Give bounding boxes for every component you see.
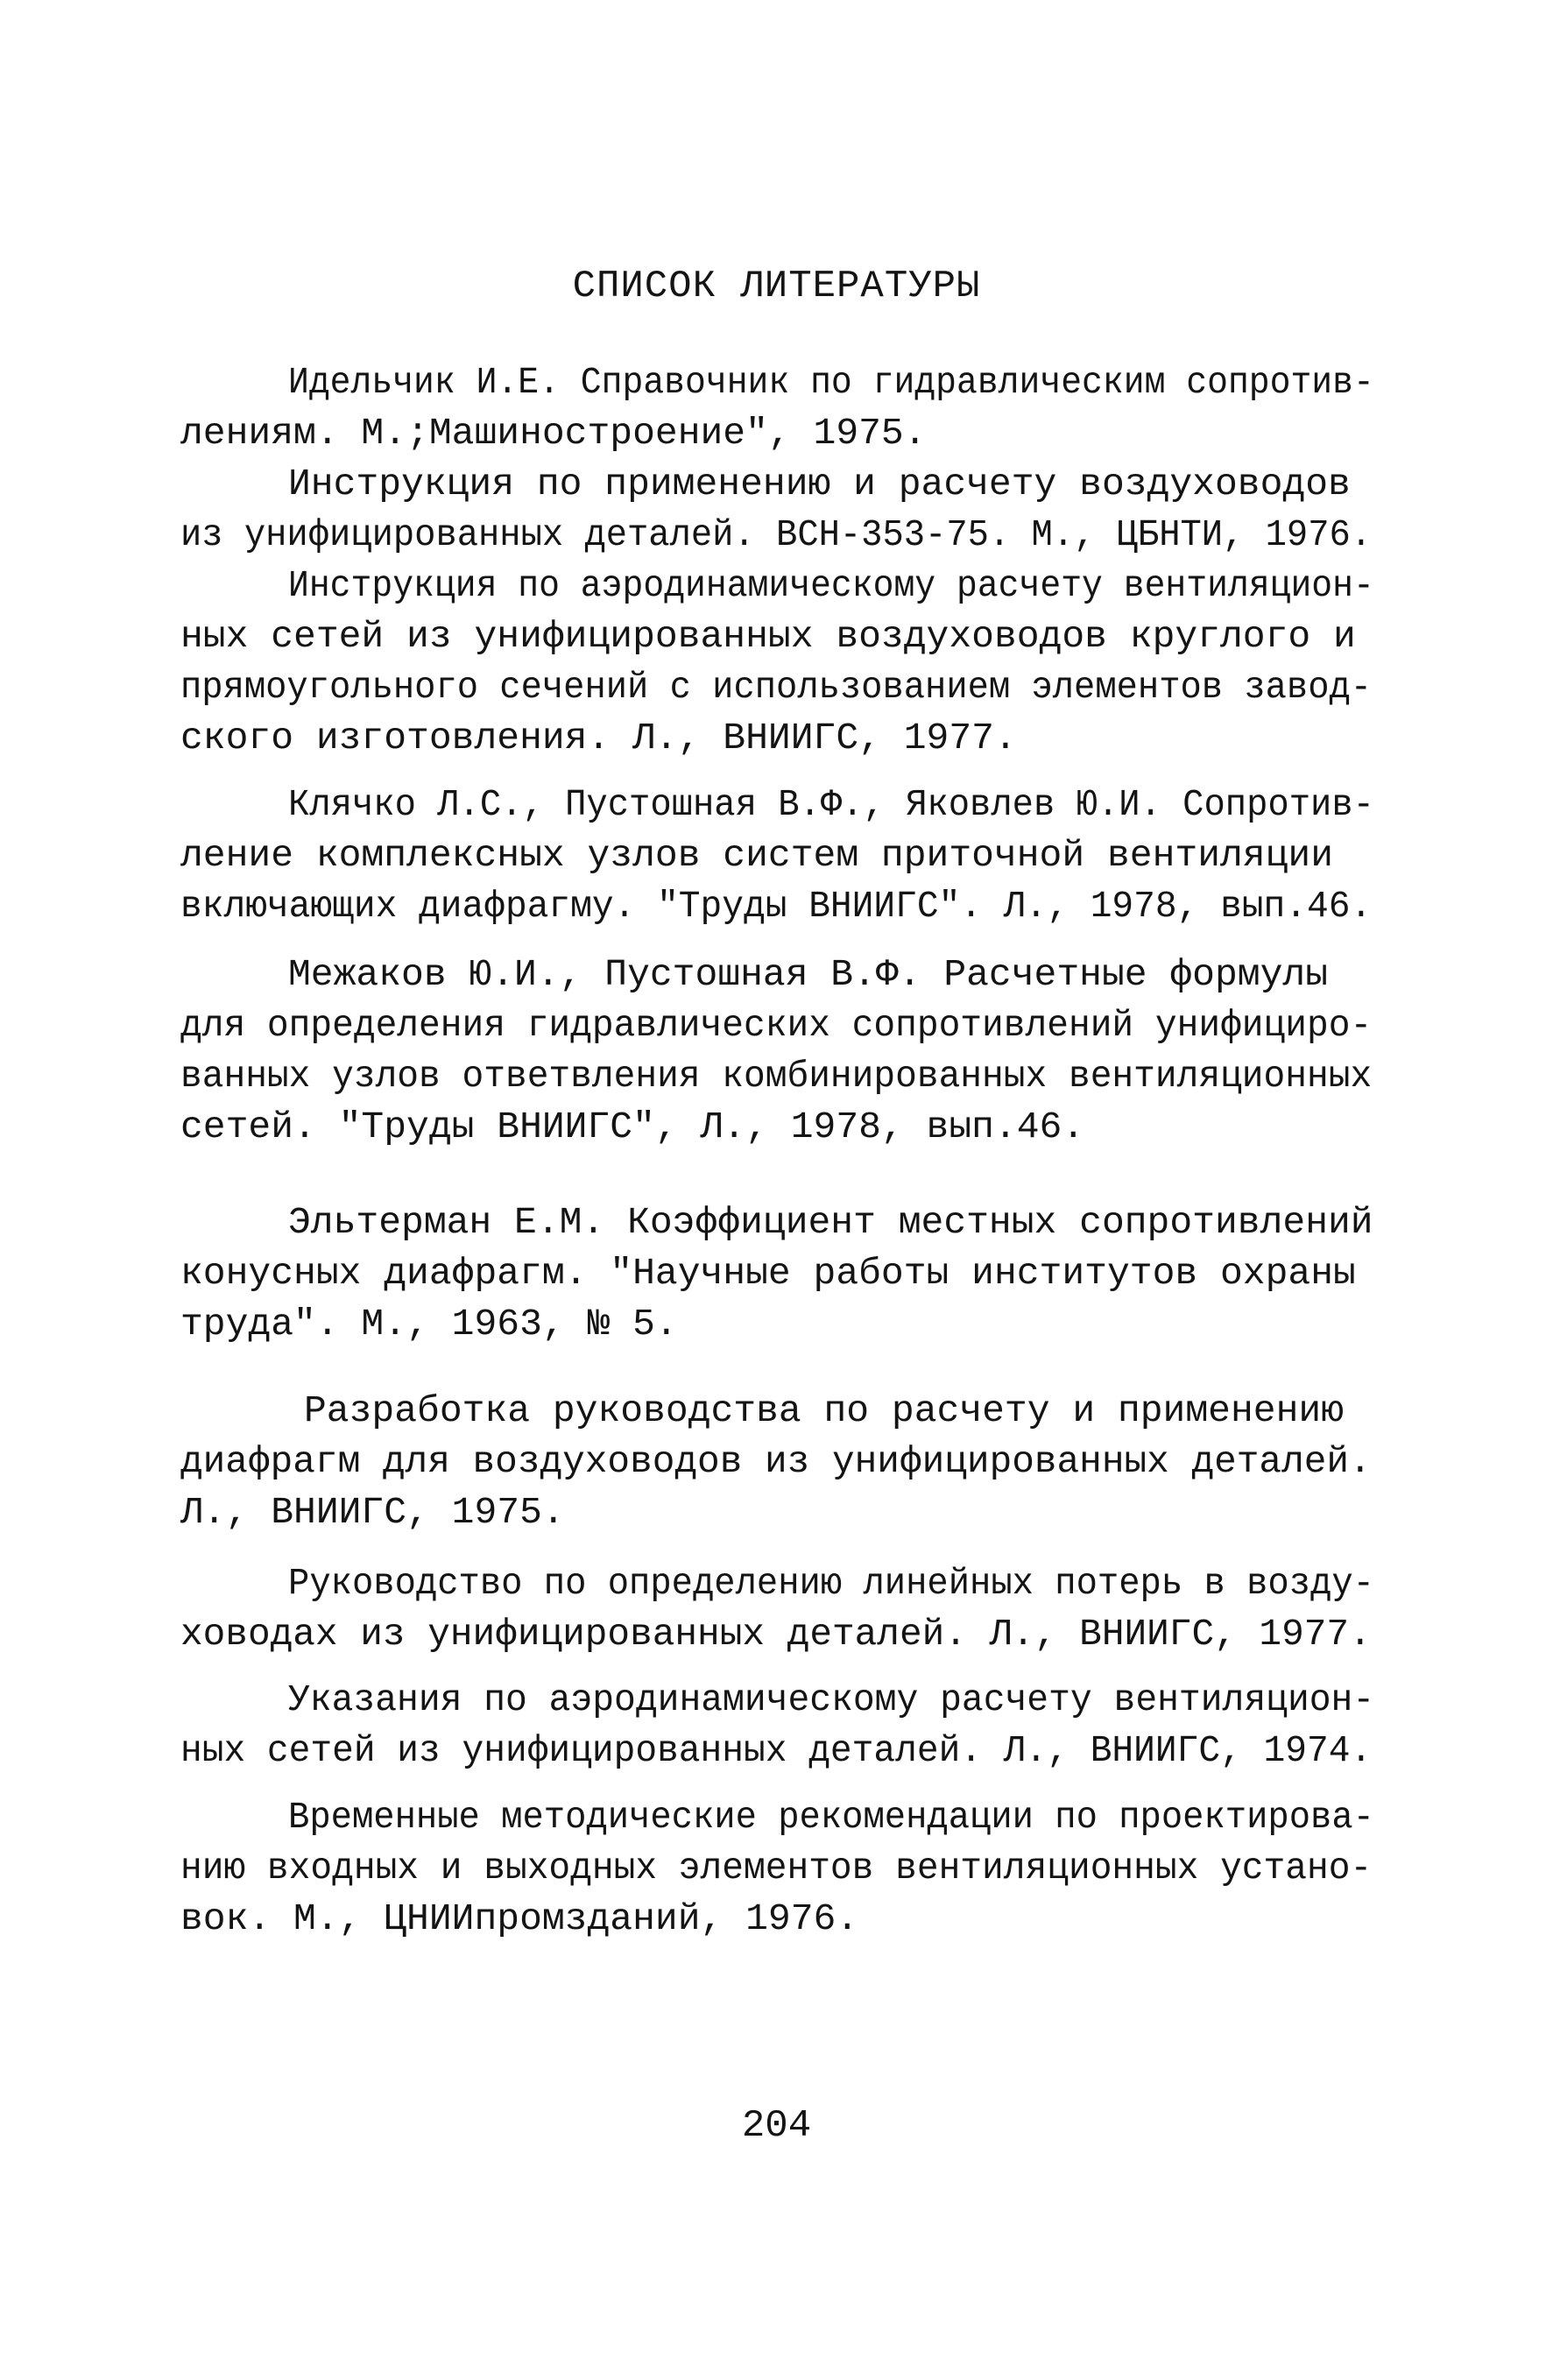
reference-line: Эльтерман Е.М. Коэффициент местных сопротивлений [288,1201,1373,1244]
reference-line: ского изготовления. Л., ВНИИГС, 1977. [180,717,1017,759]
reference-line: Указания по аэродинамическому расчету вентиляцион- [288,1678,1375,1721]
reference-line: включающих диафрагму. "Труды ВНИИГС". Л., 1978, вып.46. [180,885,1373,928]
reference-line: для определения гидравлических сопротивлений унифициро- [180,1004,1373,1047]
reference-line: Временные методические рекомендации по проектирова- [288,1796,1374,1839]
reference-line: Инструкция по аэродинамическому расчету вентиляцион- [288,564,1374,607]
reference-line: Разработка руководства по расчету и применению [304,1389,1344,1432]
reference-line: Инструкция по применению и расчету воздуховодов [288,463,1351,505]
reference-line: ховодах из унифицированных деталей. Л., ВНИИГС, 1977. [180,1613,1372,1656]
reference-line: ных сетей из унифицированных воздуховодов круглого и [180,615,1356,658]
reference-line: из унифицированных деталей. ВСН-353-75. М., ЦБНТИ, 1976. [180,513,1373,556]
page-number: 204 [741,2104,812,2148]
reference-line: Идельчик И.Е. Справочник по гидравлическим сопротив- [288,361,1374,404]
reference-line: нию входных и выходных элементов вентиляционных устано- [180,1847,1373,1889]
reference-line: вок. М., ЦНИИпромзданий, 1976. [180,1897,859,1940]
reference-line: Клячко Л.С., Пустошная В.Ф., Яковлев Ю.И. Сопротив- [288,783,1374,826]
reference-line: прямоугольного сечений с использованием элементов завод- [180,666,1373,709]
reference-line: лениям. М.;Машиностроение", 1975. [180,412,927,455]
reference-line: Руководство по определению линейных потерь в возду- [288,1562,1374,1605]
reference-line: конусных диафрагм. "Научные работы институтов охраны [180,1252,1356,1295]
reference-line: труда". М., 1963, № 5. [180,1303,678,1345]
reference-line: Межаков Ю.И., Пустошная В.Ф. Расчетные формулы [288,953,1328,996]
reference-line: ванных узлов ответвления комбинированных вентиляционных [180,1055,1373,1098]
reference-line: ление комплексных узлов систем приточной вентиляции [180,834,1334,877]
reference-line: диафрагм для воздуховодов из унифицированных деталей. [180,1440,1372,1483]
reference-line: ных сетей из унифицированных деталей. Л., ВНИИГС, 1974. [180,1729,1373,1772]
reference-line: Л., ВНИИГС, 1975. [180,1491,565,1534]
page-title: СПИСОК ЛИТЕРАТУРЫ [572,265,981,308]
reference-line: сетей. "Труды ВНИИГС", Л., 1978, вып.46. [180,1105,1085,1148]
